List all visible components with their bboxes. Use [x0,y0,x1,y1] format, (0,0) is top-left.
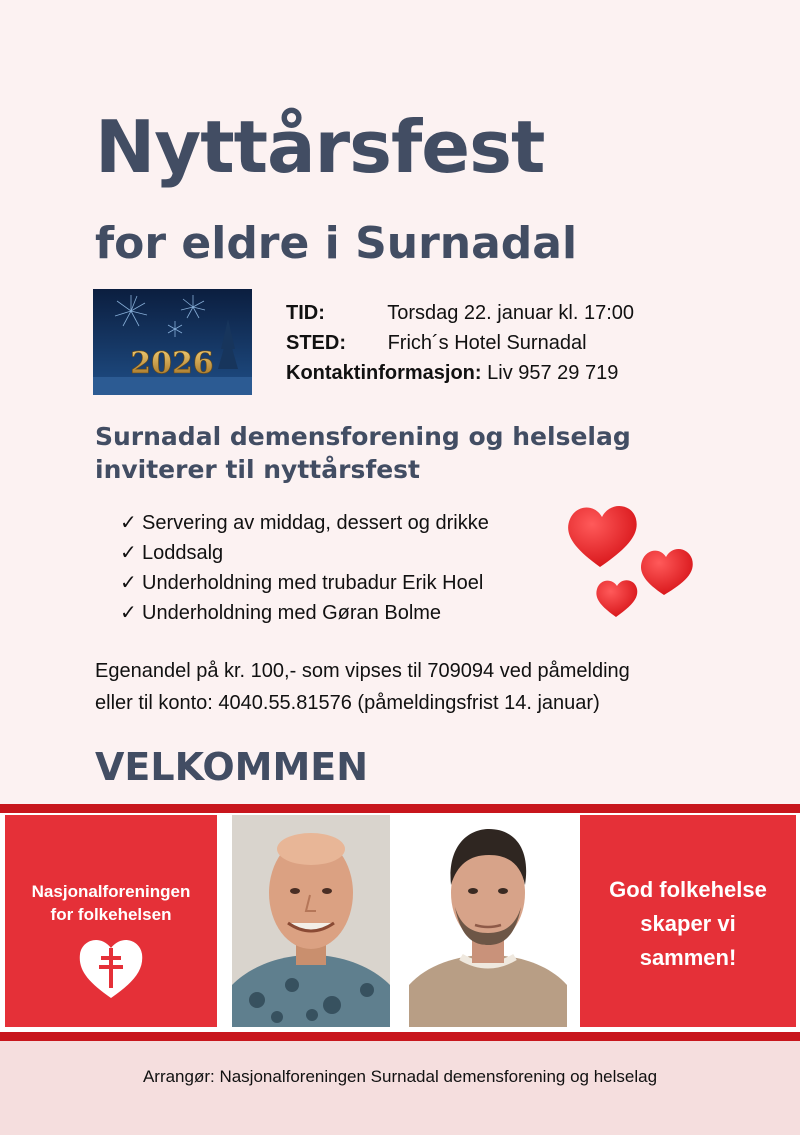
check-icon: ✓ [120,602,137,624]
contact-row [286,358,634,388]
footer [0,1041,800,1135]
invitation-line-1: Surnadal demensforening og helselag [95,422,631,451]
cross-heart-icon [76,934,146,1000]
place-label: STED: [286,332,346,354]
new-year-fireworks-image [93,289,252,395]
place-row [286,328,634,358]
list-item: ✓ Underholdning med Gøran Bolme [120,598,489,628]
payment-line-1: Egenandel på kr. 100,- som vipses til 709094 ved påmelding [95,660,630,682]
contact-label: Kontaktinformasjon: [286,362,482,384]
hearts-icon [560,495,700,625]
performer-photo-erik-hoel [232,815,390,1027]
time-value: Torsdag 22. januar kl. 17:00 [387,302,635,324]
payment-line-2: eller til konto: 4040.55.81576 (påmeldingsfrist 14. januar) [95,692,600,714]
performer-photo-goran-bolme [409,815,567,1027]
time-row [286,298,634,328]
invitation-line-2: inviterer til nyttårsfest [95,455,420,484]
organization-logo-box [5,815,217,1027]
event-title: Nyttårsfest [95,105,545,189]
invitation-heading [95,420,631,486]
contact-value: Liv 957 29 719 [487,362,619,384]
list-item: ✓ Servering av middag, dessert og drikke [120,508,489,538]
event-info [286,298,634,388]
bottom-red-band [0,1032,800,1041]
program-list [120,508,489,628]
year-label: 2026 [130,346,214,381]
list-item: ✓ Loddsalg [120,538,489,568]
place-value: Frich´s Hotel Surnadal [387,332,587,354]
organizer-text: Arrangør: Nasjonalforeningen Surnadal demensforening og helselag [142,1067,658,1086]
slogan-box [580,815,796,1027]
top-red-band [0,804,800,813]
event-subtitle: for eldre i Surnadal [95,218,578,269]
check-icon: ✓ [120,542,137,564]
time-label: TID: [286,302,325,324]
list-item: ✓ Underholdning med trubadur Erik Hoel [120,568,489,598]
check-icon: ✓ [120,572,137,594]
organization-name: Nasjonalforeningen for folkehelsen [31,882,191,924]
check-icon: ✓ [120,512,137,534]
welcome-heading: VELKOMMEN [95,745,369,789]
payment-info [95,655,630,719]
slogan-text: God folkehelse skaper vi sammen! [609,877,767,970]
